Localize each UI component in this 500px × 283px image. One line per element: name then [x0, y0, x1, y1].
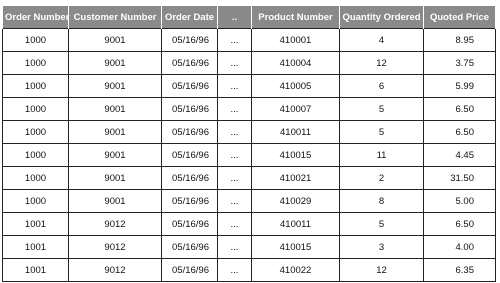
cell-customer-number: 9001	[69, 144, 162, 167]
cell-quantity-ordered: 12	[340, 52, 424, 75]
table-body	[3, 29, 496, 282]
cell-order-number: 1000	[3, 121, 69, 144]
cell-order-date: 05/16/96	[162, 236, 218, 259]
cell-ellipsis: ...	[218, 144, 252, 167]
cell-customer-number: 9001	[69, 75, 162, 98]
cell-customer-number: 9001	[69, 190, 162, 213]
cell-customer-number: 9012	[69, 236, 162, 259]
cell-order-date: 05/16/96	[162, 190, 218, 213]
header-customer-number: Customer Number	[69, 6, 162, 29]
table-row	[3, 167, 496, 190]
table-row	[3, 29, 496, 52]
header-order-number: Order Number	[3, 6, 69, 29]
table-row	[3, 75, 496, 98]
order-table	[2, 6, 496, 282]
cell-quantity-ordered: 3	[340, 236, 424, 259]
cell-quantity-ordered: 5	[340, 98, 424, 121]
cell-quoted-price: 5.99	[424, 75, 496, 98]
cell-quantity-ordered: 5	[340, 121, 424, 144]
table-row	[3, 213, 496, 236]
cell-quantity-ordered: 4	[340, 29, 424, 52]
cell-product-number: 410001	[252, 29, 340, 52]
cell-order-number: 1000	[3, 75, 69, 98]
header-quantity-ordered: Quantity Ordered	[340, 6, 424, 29]
cell-customer-number: 9001	[69, 98, 162, 121]
cell-product-number: 410015	[252, 144, 340, 167]
header-quoted-price: Quoted Price	[424, 6, 496, 29]
cell-quoted-price: 4.00	[424, 236, 496, 259]
cell-order-date: 05/16/96	[162, 52, 218, 75]
cell-quoted-price: 6.50	[424, 98, 496, 121]
cell-ellipsis: ...	[218, 121, 252, 144]
header-ellipsis: ..	[218, 6, 252, 29]
cell-quantity-ordered: 6	[340, 75, 424, 98]
cell-ellipsis: ...	[218, 236, 252, 259]
cell-order-number: 1000	[3, 29, 69, 52]
cell-customer-number: 9001	[69, 121, 162, 144]
cell-quantity-ordered: 8	[340, 190, 424, 213]
cell-customer-number: 9012	[69, 259, 162, 282]
table-row	[3, 190, 496, 213]
header-product-number: Product Number	[252, 6, 340, 29]
cell-ellipsis: ...	[218, 29, 252, 52]
cell-quantity-ordered: 5	[340, 213, 424, 236]
cell-quoted-price: 5.00	[424, 190, 496, 213]
cell-order-number: 1001	[3, 259, 69, 282]
cell-product-number: 410022	[252, 259, 340, 282]
cell-customer-number: 9012	[69, 213, 162, 236]
cell-order-number: 1000	[3, 167, 69, 190]
cell-ellipsis: ...	[218, 213, 252, 236]
cell-order-date: 05/16/96	[162, 75, 218, 98]
cell-order-date: 05/16/96	[162, 98, 218, 121]
cell-order-date: 05/16/96	[162, 121, 218, 144]
cell-order-number: 1000	[3, 98, 69, 121]
cell-order-date: 05/16/96	[162, 167, 218, 190]
cell-product-number: 410005	[252, 75, 340, 98]
table-header-row	[3, 6, 496, 29]
cell-order-date: 05/16/96	[162, 213, 218, 236]
cell-ellipsis: ...	[218, 259, 252, 282]
cell-quantity-ordered: 12	[340, 259, 424, 282]
table-row	[3, 144, 496, 167]
table-row	[3, 121, 496, 144]
cell-order-number: 1001	[3, 213, 69, 236]
cell-quoted-price: 8.95	[424, 29, 496, 52]
cell-quantity-ordered: 11	[340, 144, 424, 167]
cell-quoted-price: 31.50	[424, 167, 496, 190]
order-table-container	[2, 6, 495, 282]
cell-quoted-price: 6.50	[424, 121, 496, 144]
table-row	[3, 98, 496, 121]
cell-customer-number: 9001	[69, 52, 162, 75]
cell-ellipsis: ...	[218, 52, 252, 75]
cell-order-number: 1000	[3, 190, 69, 213]
cell-quoted-price: 3.75	[424, 52, 496, 75]
cell-order-date: 05/16/96	[162, 29, 218, 52]
cell-order-number: 1001	[3, 236, 69, 259]
cell-product-number: 410011	[252, 121, 340, 144]
cell-order-date: 05/16/96	[162, 144, 218, 167]
cell-customer-number: 9001	[69, 167, 162, 190]
cell-order-date: 05/16/96	[162, 259, 218, 282]
cell-order-number: 1000	[3, 144, 69, 167]
cell-quoted-price: 6.35	[424, 259, 496, 282]
cell-product-number: 410007	[252, 98, 340, 121]
cell-product-number: 410015	[252, 236, 340, 259]
cell-customer-number: 9001	[69, 29, 162, 52]
cell-ellipsis: ...	[218, 190, 252, 213]
cell-quoted-price: 4.45	[424, 144, 496, 167]
cell-ellipsis: ...	[218, 75, 252, 98]
cell-product-number: 410011	[252, 213, 340, 236]
cell-quantity-ordered: 2	[340, 167, 424, 190]
cell-ellipsis: ...	[218, 167, 252, 190]
table-row	[3, 52, 496, 75]
cell-product-number: 410021	[252, 167, 340, 190]
table-row	[3, 259, 496, 282]
cell-order-number: 1000	[3, 52, 69, 75]
cell-quoted-price: 6.50	[424, 213, 496, 236]
cell-product-number: 410004	[252, 52, 340, 75]
cell-ellipsis: ...	[218, 98, 252, 121]
table-row	[3, 236, 496, 259]
cell-product-number: 410029	[252, 190, 340, 213]
header-order-date: Order Date	[162, 6, 218, 29]
